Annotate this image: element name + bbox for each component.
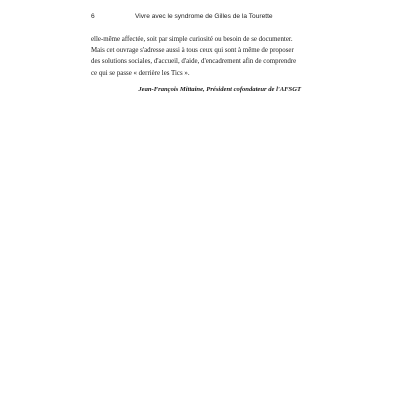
author-signature: Jean-François Mittaine, Président cofondateur de l'AFSGT (138, 86, 301, 93)
running-head (91, 13, 311, 23)
body-paragraph (91, 34, 301, 79)
running-title: Vivre avec le syndrome de Gilles de la Tourette (135, 13, 273, 20)
text-line: ce qui se passe « derrière les Tics ». (91, 69, 190, 77)
text-line: des solutions sociales, d'accueil, d'aide, d'encadrement afin de comprendre (91, 58, 297, 66)
text-line: Mais cet ouvrage s'adresse aussi à tous ceux qui sont à même de proposer (91, 47, 294, 55)
page-number: 6 (91, 13, 95, 20)
text-line: elle-même affectée, soit par simple curiosité ou besoin de se documenter. (91, 36, 293, 43)
